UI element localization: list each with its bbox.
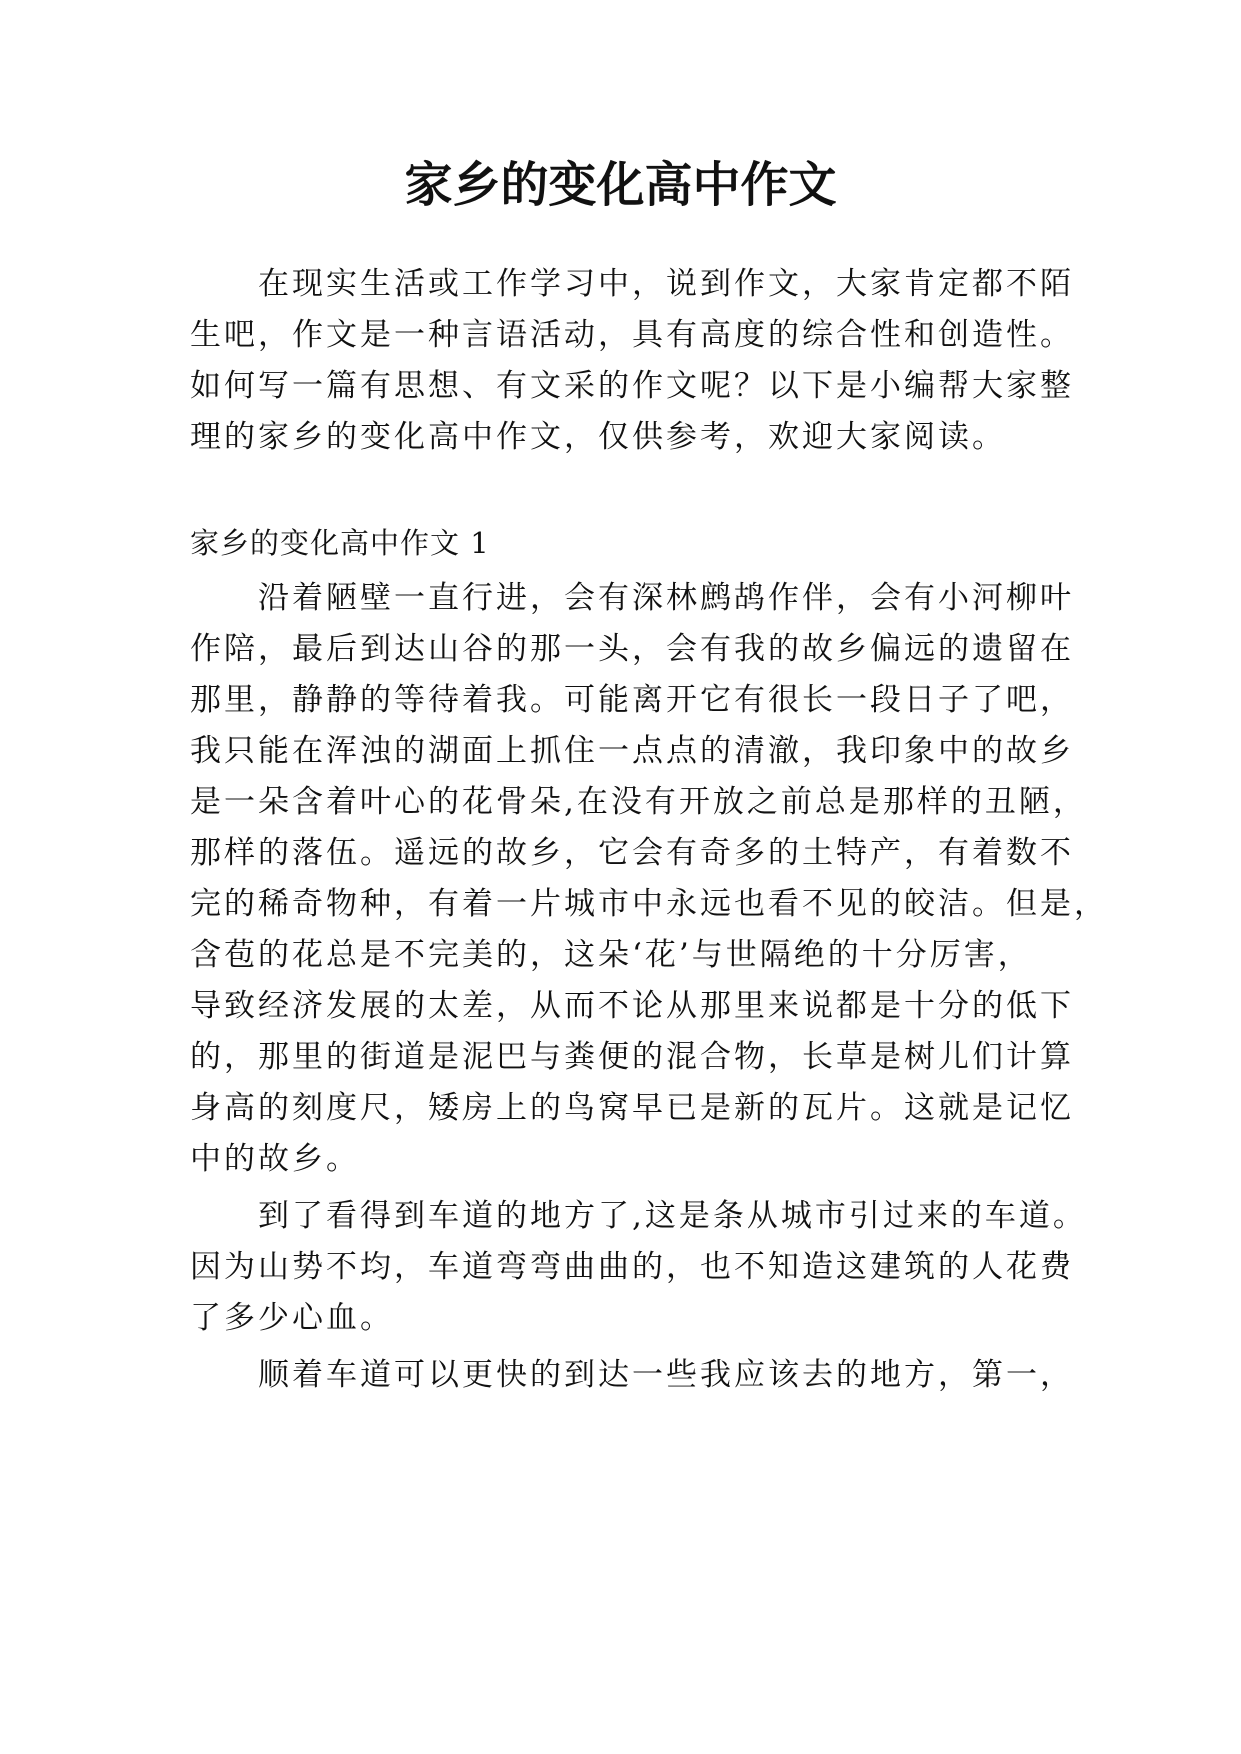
document-title: 家乡的变化高中作文 <box>404 157 837 213</box>
intro-line: 在现实生活或工作学习中，说到作文，大家肯定都不陌 <box>190 266 1074 302</box>
body-line: 顺着车道可以更快的到达一些我应该去的地方，第一， <box>190 1357 1074 1393</box>
intro-line: 理的家乡的变化高中作文，仅供参考，欢迎大家阅读。 <box>190 419 1006 455</box>
body-line: 完的稀奇物种，有着一片城市中永远也看不见的皎洁。但是， <box>190 886 1108 922</box>
body-line: 因为山势不均，车道弯弯曲曲的，也不知造这建筑的人花费 <box>190 1249 1074 1285</box>
body-line: 的，那里的街道是泥巴与粪便的混合物，长草是树儿们计算 <box>190 1039 1074 1075</box>
body-line: 含苞的花总是不完美的，这朵‘花’与世隔绝的十分厉害， <box>190 937 1032 973</box>
body-line: 我只能在浑浊的湖面上抓住一点点的清澈，我印象中的故乡 <box>190 733 1074 769</box>
body-line: 那里，静静的等待着我。可能离开它有很长一段日子了吧， <box>190 682 1074 718</box>
section-heading: 家乡的变化高中作文 1 <box>190 526 490 560</box>
body-line: 沿着陋壁一直行进，会有深林鹧鸪作伴，会有小河柳叶 <box>190 580 1074 616</box>
body-line: 中的故乡。 <box>190 1141 360 1177</box>
body-line: 作陪，最后到达山谷的那一头，会有我的故乡偏远的遗留在 <box>190 631 1074 667</box>
body-line: 了多少心血。 <box>190 1300 394 1336</box>
intro-line: 生吧，作文是一种言语活动，具有高度的综合性和创造性。 <box>190 317 1074 353</box>
body-line: 身高的刻度尺，矮房上的鸟窝早已是新的瓦片。这就是记忆 <box>190 1090 1074 1126</box>
body-line: 到了看得到车道的地方了,这是条从城市引过来的车道。 <box>190 1198 1087 1234</box>
body-line: 是一朵含着叶心的花骨朵,在没有开放之前总是那样的丑陋， <box>190 784 1087 820</box>
body-line: 那样的落伍。遥远的故乡，它会有奇多的土特产，有着数不 <box>190 835 1074 871</box>
intro-line: 如何写一篇有思想、有文采的作文呢？以下是小编帮大家整 <box>190 368 1074 404</box>
body-line: 导致经济发展的太差，从而不论从那里来说都是十分的低下 <box>190 988 1074 1024</box>
